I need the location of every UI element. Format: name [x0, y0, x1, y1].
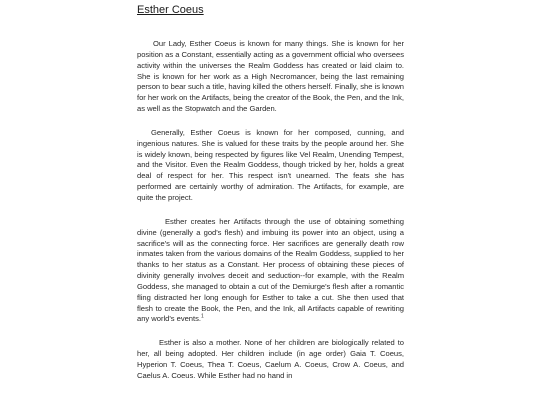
document-title: Esther Coeus — [137, 4, 204, 16]
paragraph-text: Esther is also a mother. None of her children are biologically related to her, all being adopted. Her children include (in age order) Gaia T. Coeus, Hyperion T. Coeus, Thea T. Coeus, Caelum A. Coeus, Crow A. Coeus, and Caelus A. Coeus. While Esther had no hand in — [137, 338, 404, 380]
paragraph-children — [137, 338, 404, 381]
footnote-marker[interactable]: 1 — [200, 313, 204, 320]
paragraph-personality — [137, 128, 404, 204]
paragraph-text: Generally, Esther Coeus is known for her composed, cunning, and ingenious natures. She is valued for these traits by the people around her. She is widely known, being respected by figures like Vel Realm, Unending Tempest, and the Visitor. Even the Realm Goddess, though tricked by her, holds a great deal of respect for her. This respect isn't unearned. The feats she has performed are certainly worthy of admiration. The Artifacts, for example, are quite the project. — [137, 127, 404, 202]
paragraph-text: Our Lady, Esther Coeus is known for many things. She is known for her position as a Constant, essentially acting as a government official who oversees activity within the universes the Realm Goddess has created or laid claim to. She is known for her work as a High Necromancer, being the last remaining person to bear such a title, having killed the others herself. Finally, she is known for her work on the Artifacts, being the creator of the Book, the Pen, and the Ink, as well as the Stopwatch and the Garden. — [137, 39, 404, 114]
document-body — [137, 39, 404, 395]
paragraph-artifacts — [137, 217, 404, 325]
paragraph-intro — [137, 39, 404, 115]
paragraph-text: Esther creates her Artifacts through the use of obtaining something divine (generally a god's flesh) and imbuing its power into an object, using a sacrifice's will as the connecting force. Her sacrifices are generally death row inmates taken from the various domains of the Realm Goddess, supplied to her thanks to her status as a Constant. Her process of obtaining these pieces of divinity generally involves deceit and seduction--for example, with the Realm Goddess, she managed to obtain a cut of the Demiurge's flesh after a romantic fling distracted her long enough for Esther to take a cut. She then used that flesh to create the Book, the Pen, and the Ink, all Artifacts capable of rewriting any world's events. — [137, 216, 404, 324]
